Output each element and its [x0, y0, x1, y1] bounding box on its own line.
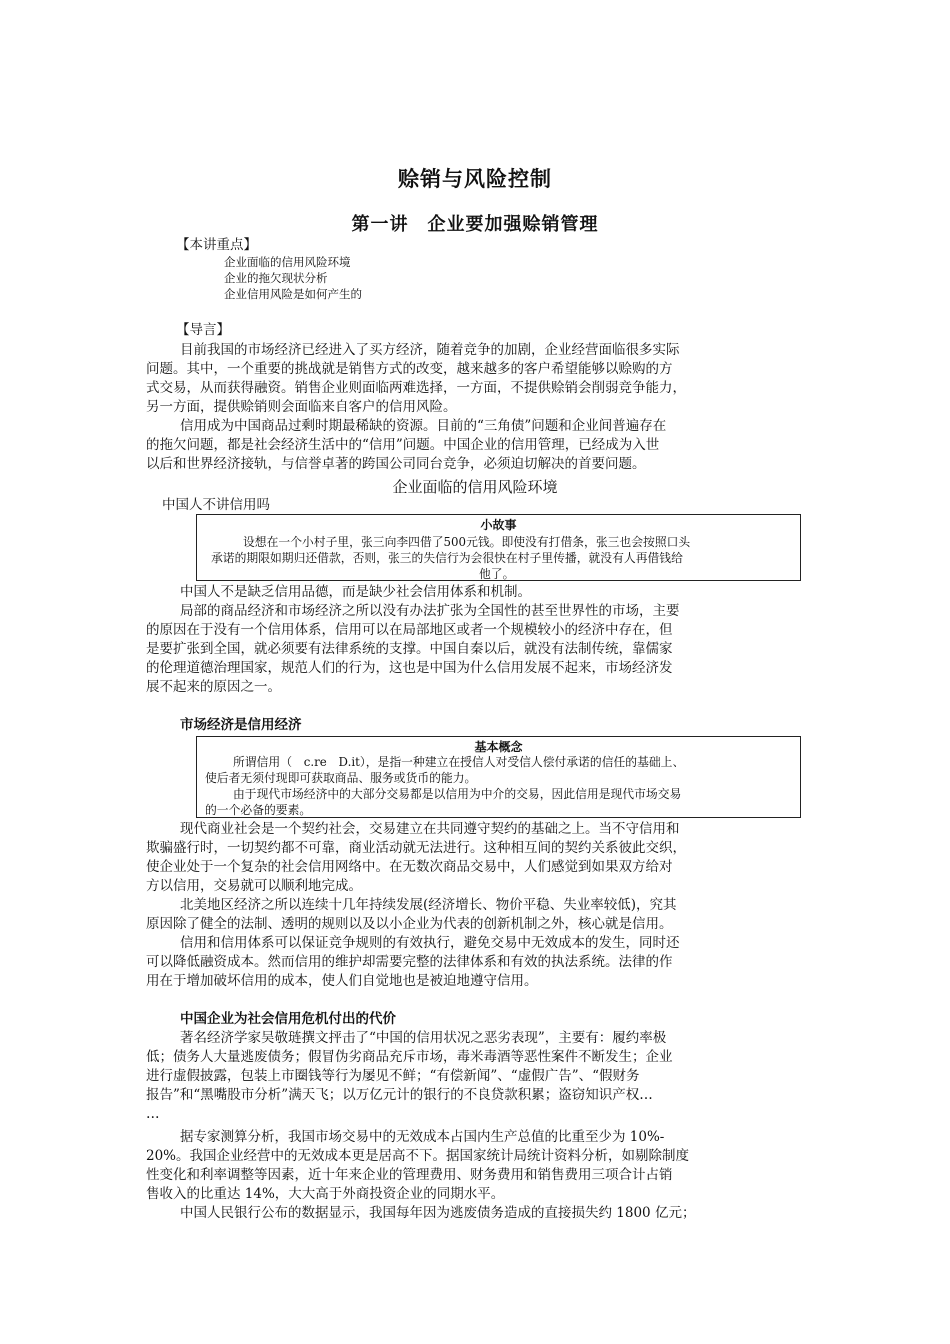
body-text: 的伦理道德治理国家，规范人们的行为，这也是中国为什么信用发展不起来，市场经济发: [146, 660, 673, 676]
body-text: 信用和信用体系可以保证竞争规则的有效执行，避免交易中无效成本的发生，同时还: [180, 935, 680, 951]
body-text: 20%。我国企业经营中的无效成本更是居高不下。据国家统计局统计资料分析，如剔除制度: [146, 1148, 690, 1164]
body-text: 著名经济学家吴敬琏撰文抨击了“中国的信用状况之恶劣表现”，主要有：履约率极: [180, 1030, 667, 1046]
subsection-heading: 中国人不讲信用吗: [162, 497, 270, 513]
body-text: 中国人民银行公布的数据显示，我国每年因为逃废债务造成的直接损失约 1800 亿元；: [180, 1205, 696, 1221]
body-text: 现代商业社会是一个契约社会，交易建立在共同遵守契约的基础之上。当不守信用和: [180, 821, 680, 837]
body-text: 报告”和“黑嘴股市分析”满天飞；以万亿元计的银行的不良贷款积累；盗窃知识产权…: [146, 1087, 653, 1103]
body-text: 展不起来的原因之一。: [146, 679, 281, 695]
story-box-text: 承诺的期限如期归还借款，否则，张三的失信行为会很快在村子里传播，就没有人再借钱给: [211, 551, 683, 565]
intro-text: 问题。其中，一个重要的挑战就是销售方式的改变，越来越多的客户希望能够以赊购的方: [146, 361, 673, 377]
concept-box-title: 基本概念: [474, 740, 523, 754]
intro-heading: 【导言】: [176, 322, 230, 338]
story-box: [196, 514, 801, 581]
body-text: 进行虚假披露，包装上市圈钱等行为屡见不鲜；“有偿新闻”、“虚假广告”、“假财务: [146, 1068, 640, 1084]
body-text: 可以降低融资成本。然而信用的维护却需要完整的法律体系和有效的执法系统。法律的作: [146, 954, 673, 970]
body-text: 使企业处于一个复杂的社会信用网络中。在无数次商品交易中，人们感觉到如果双方给对: [146, 859, 673, 875]
body-text: 低；债务人大量逃废债务；假冒伪劣商品充斥市场，毒米毒酒等恶性案件不断发生；企业: [146, 1049, 673, 1065]
body-text: 局部的商品经济和市场经济之所以没有办法扩张为全国性的甚至世界性的市场，主要: [180, 603, 680, 619]
intro-text: 目前我国的市场经济已经进入了买方经济，随着竞争的加剧，企业经营面临很多实际: [180, 342, 680, 358]
concept-box-text: 所谓信用（ c.re D.it），是指一种建立在授信人对受信人偿付承诺的信任的基础上、: [233, 755, 685, 769]
subsection-heading: 中国企业为社会信用危机付出的代价: [180, 1011, 396, 1027]
body-text: 的原因在于没有一个信用体系，信用可以在局部地区或者一个规模较小的经济中存在，但: [146, 622, 673, 638]
key-point-item: 企业的拖欠现状分析: [224, 271, 328, 285]
body-text: 原因除了健全的法制、透明的规则以及以小企业为代表的创新机制之外，核心就是信用。: [146, 916, 673, 932]
body-text: 北美地区经济之所以连续十几年持续发展(经济增长、物价平稳、失业率较低)，究其: [180, 897, 677, 913]
concept-box-text: 使后者无须付现即可获取商品、服务或货币的能力。: [205, 771, 477, 785]
body-text: 是要扩张到全国，就必须要有法律系统的支撑。中国自秦以后，就没有法制传统，靠儒家: [146, 641, 673, 657]
body-text: …: [146, 1106, 160, 1122]
body-text: 售收入的比重达 14%，大大高于外商投资企业的同期水平。: [146, 1186, 505, 1202]
key-point-item: 企业面临的信用风险环境: [224, 255, 351, 269]
lecture-title: 第一讲 企业要加强赊销管理: [351, 214, 599, 235]
intro-text: 信用成为中国商品过剩时期最稀缺的资源。目前的“三角债”问题和企业间普遍存在: [180, 418, 667, 434]
story-box-text: 他了。: [479, 567, 515, 581]
story-box-title: 小故事: [480, 518, 517, 532]
intro-text: 式交易，从而获得融资。销售企业则面临两难选择，一方面，不提供赊销会削弱竞争能力，: [146, 380, 686, 396]
section-heading: 企业面临的信用风险环境: [392, 478, 558, 496]
body-text: 用在于增加破坏信用的成本，使人们自觉地也是被迫地遵守信用。: [146, 973, 538, 989]
story-box-text: 设想在一个小村子里，张三向李四借了500元钱。即使没有打借条，张三也会按照口头: [243, 535, 691, 549]
body-text: 中国人不是缺乏信用品德，而是缺少社会信用体系和机制。: [180, 584, 531, 600]
body-text: 欺骗盛行时，一切契约都不可靠，商业活动就无法进行。这种相互间的契约关系彼此交织，: [146, 840, 686, 856]
concept-box-text: 由于现代市场经济中的大部分交易都是以信用为中介的交易，因此信用是现代市场交易: [233, 787, 682, 801]
concept-box: [196, 736, 801, 818]
intro-text: 的拖欠问题，都是社会经济生活中的“信用”问题。中国企业的信用管理，已经成为入世: [146, 437, 660, 453]
body-text: 性变化和利率调整等因素，近十年来企业的管理费用、财务费用和销售费用三项合计占销: [146, 1167, 673, 1183]
key-point-item: 企业信用风险是如何产生的: [224, 287, 362, 301]
document-title: 赊销与风险控制: [398, 166, 552, 191]
key-points-heading: 【本讲重点】: [176, 237, 257, 253]
intro-text: 另一方面，提供赊销则会面临来自客户的信用风险。: [146, 399, 457, 415]
subsection-heading: 市场经济是信用经济: [180, 717, 302, 733]
body-text: 方以信用，交易就可以顺利地完成。: [146, 878, 362, 894]
concept-box-text: 的一个必备的要素。: [205, 803, 312, 817]
body-text: 据专家测算分析，我国市场交易中的无效成本占国内生产总值的比重至少为 10%-: [180, 1129, 665, 1145]
intro-text: 以后和世界经济接轨，与信誉卓著的跨国公司同台竞争，必须迫切解决的首要问题。: [146, 456, 646, 472]
